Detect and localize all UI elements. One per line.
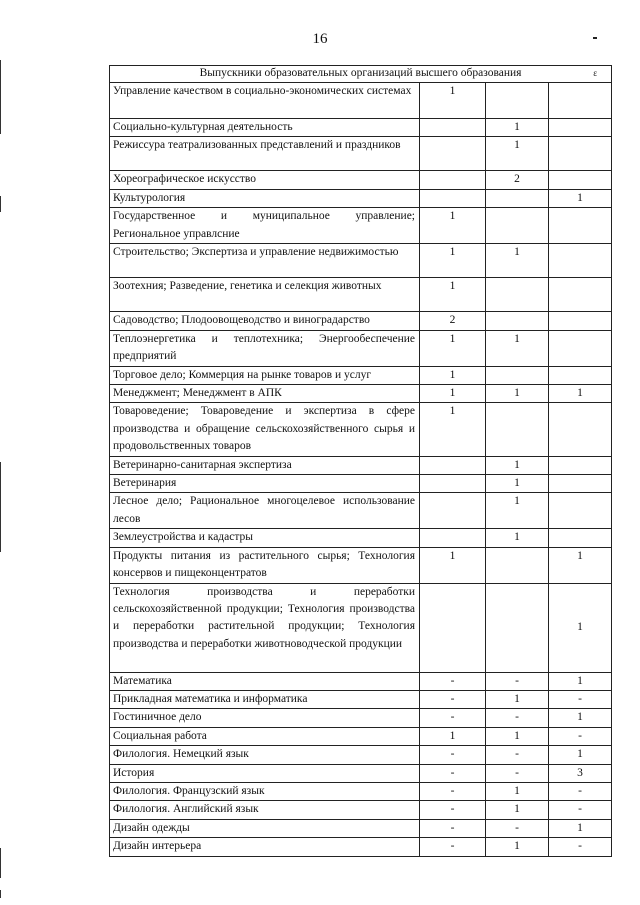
value-cell-col1: 1 <box>420 208 486 244</box>
table-row <box>110 208 612 244</box>
value-cell-col2 <box>486 583 549 672</box>
value-cell-col3 <box>549 208 612 244</box>
value-cell-col2 <box>486 83 549 119</box>
value-cell-col2: - <box>486 709 549 727</box>
value-cell-col2: - <box>486 746 549 764</box>
value-cell-col1 <box>420 137 486 171</box>
row-label: Лесное дело; Рациональное многоцелевое использование лесов <box>110 493 420 529</box>
table-row <box>110 801 612 819</box>
value-cell-col2 <box>486 208 549 244</box>
value-cell-col1: 1 <box>420 83 486 119</box>
value-cell-col1 <box>420 171 486 189</box>
row-label: Культурология <box>110 189 420 207</box>
table-row <box>110 189 612 207</box>
row-label: Государственное и муниципальное управление; Региональное управлсние <box>110 208 420 244</box>
row-label: Технология производства и переработки сельскохозяйственной продукции; Технология производства и переработки растительной продукции; Технология производства и переработки животноводческой продукции <box>110 583 420 672</box>
value-cell-col2: 1 <box>486 529 549 547</box>
value-cell-col3 <box>549 493 612 529</box>
table-row <box>110 529 612 547</box>
table-row <box>110 746 612 764</box>
value-cell-col1: - <box>420 764 486 782</box>
table-row <box>110 838 612 856</box>
value-cell-col1: - <box>420 801 486 819</box>
value-cell-col3: 3 <box>549 764 612 782</box>
value-cell-col1 <box>420 119 486 137</box>
value-cell-col1: - <box>420 672 486 690</box>
row-label: Режиссура театрализованных представлений и праздников <box>110 137 420 171</box>
table-row <box>110 278 612 312</box>
table-row <box>110 456 612 474</box>
header-mark: ε <box>593 68 598 78</box>
table-body <box>110 66 612 857</box>
value-cell-col1 <box>420 189 486 207</box>
value-cell-col2: 1 <box>486 475 549 493</box>
table-row <box>110 493 612 529</box>
value-cell-col3: 1 <box>549 709 612 727</box>
value-cell-col1 <box>420 475 486 493</box>
value-cell-col2 <box>486 547 549 583</box>
table-row <box>110 819 612 837</box>
value-cell-col1: 1 <box>420 385 486 403</box>
table-row <box>110 171 612 189</box>
table-row <box>110 312 612 330</box>
value-cell-col2: - <box>486 819 549 837</box>
value-cell-col2: 1 <box>486 244 549 278</box>
left-margin-mark <box>0 196 1 212</box>
value-cell-col2 <box>486 278 549 312</box>
value-cell-col3: 1 <box>549 547 612 583</box>
row-label: Теплоэнергетика и теплотехника; Энергообеспечение предприятий <box>110 330 420 366</box>
value-cell-col3: - <box>549 782 612 800</box>
value-cell-col2: 1 <box>486 119 549 137</box>
value-cell-col3 <box>549 244 612 278</box>
value-cell-col1: - <box>420 746 486 764</box>
value-cell-col2: 1 <box>486 330 549 366</box>
value-cell-col1: - <box>420 709 486 727</box>
value-cell-col3: - <box>549 690 612 708</box>
row-label: Зоотехния; Разведение, генетика и селекция животных <box>110 278 420 312</box>
value-cell-col2 <box>486 366 549 384</box>
table-row <box>110 583 612 672</box>
left-margin-mark <box>0 848 1 878</box>
row-label: Садоводство; Плодоовощеводство и виноградарство <box>110 312 420 330</box>
corner-mark <box>593 37 597 39</box>
value-cell-col2: 1 <box>486 456 549 474</box>
value-cell-col3 <box>549 366 612 384</box>
row-label: Филология. Немецкий язык <box>110 746 420 764</box>
value-cell-col3 <box>549 137 612 171</box>
left-margin-mark <box>0 890 1 898</box>
value-cell-col3 <box>549 330 612 366</box>
table-row <box>110 83 612 119</box>
table-row <box>110 330 612 366</box>
row-label: Ветеринария <box>110 475 420 493</box>
table-row <box>110 137 612 171</box>
table-row <box>110 709 612 727</box>
value-cell-col2: 1 <box>486 137 549 171</box>
table-row <box>110 727 612 745</box>
table-row <box>110 366 612 384</box>
value-cell-col1: - <box>420 838 486 856</box>
row-label: Хореографическое искусство <box>110 171 420 189</box>
value-cell-col1: 1 <box>420 278 486 312</box>
row-label: Продукты питания из растительного сырья; Технология консервов и пищеконцентратов <box>110 547 420 583</box>
row-label: Дизайн интерьера <box>110 838 420 856</box>
row-label: Прикладная математика и информатика <box>110 690 420 708</box>
value-cell-col3: 1 <box>549 672 612 690</box>
graduates-table <box>109 65 612 857</box>
value-cell-col3: - <box>549 727 612 745</box>
value-cell-col2 <box>486 403 549 456</box>
table-row <box>110 403 612 456</box>
table-header-row <box>110 66 612 83</box>
row-label: Филология. Английский язык <box>110 801 420 819</box>
row-label: Социально-культурная деятельность <box>110 119 420 137</box>
row-label: История <box>110 764 420 782</box>
value-cell-col3 <box>549 119 612 137</box>
value-cell-col3 <box>549 529 612 547</box>
value-cell-col3 <box>549 456 612 474</box>
table-row <box>110 475 612 493</box>
left-margin-mark <box>0 462 1 552</box>
value-cell-col2: 1 <box>486 493 549 529</box>
row-label: Дизайн одежды <box>110 819 420 837</box>
value-cell-col1: - <box>420 819 486 837</box>
value-cell-col2: 1 <box>486 727 549 745</box>
value-cell-col1: - <box>420 782 486 800</box>
value-cell-col3 <box>549 83 612 119</box>
table-row <box>110 385 612 403</box>
value-cell-col2: 2 <box>486 171 549 189</box>
value-cell-col3: - <box>549 801 612 819</box>
value-cell-col1: 2 <box>420 312 486 330</box>
table-row <box>110 547 612 583</box>
table-row <box>110 672 612 690</box>
table-row <box>110 690 612 708</box>
value-cell-col3: 1 <box>549 746 612 764</box>
row-label: Землеустройства и кадастры <box>110 529 420 547</box>
value-cell-col2: 1 <box>486 690 549 708</box>
left-margin-mark <box>0 60 1 134</box>
value-cell-col3 <box>549 278 612 312</box>
row-label: Товароведение; Товароведение и экспертиза в сфере производства и обращение сельскохозяйственного сырья и продовольственных товаров <box>110 403 420 456</box>
value-cell-col3 <box>549 171 612 189</box>
value-cell-col2: 1 <box>486 838 549 856</box>
table-row <box>110 119 612 137</box>
table-row <box>110 764 612 782</box>
value-cell-col3: 1 <box>549 385 612 403</box>
value-cell-col2 <box>486 312 549 330</box>
value-cell-col3 <box>549 403 612 456</box>
value-cell-col1: - <box>420 690 486 708</box>
value-cell-col1: 1 <box>420 244 486 278</box>
value-cell-col1: 1 <box>420 330 486 366</box>
value-cell-col3: 1 <box>549 583 612 672</box>
table-row <box>110 244 612 278</box>
row-label: Строительство; Экспертиза и управление недвижимостью <box>110 244 420 278</box>
row-label: Торговое дело; Коммерция на рынке товаров и услуг <box>110 366 420 384</box>
value-cell-col2: - <box>486 764 549 782</box>
row-label: Социальная работа <box>110 727 420 745</box>
value-cell-col2: 1 <box>486 385 549 403</box>
page-number: 16 <box>312 31 328 47</box>
value-cell-col3 <box>549 475 612 493</box>
table-header-title: Выпускники образовательных организаций высшего образования <box>199 67 522 79</box>
table-row <box>110 782 612 800</box>
value-cell-col1: 1 <box>420 547 486 583</box>
value-cell-col2: 1 <box>486 801 549 819</box>
value-cell-col2: 1 <box>486 782 549 800</box>
value-cell-col1: 1 <box>420 366 486 384</box>
value-cell-col3 <box>549 312 612 330</box>
value-cell-col1 <box>420 583 486 672</box>
value-cell-col1 <box>420 456 486 474</box>
value-cell-col1 <box>420 529 486 547</box>
row-label: Ветеринарно-санитарная экспертиза <box>110 456 420 474</box>
value-cell-col3: 1 <box>549 189 612 207</box>
value-cell-col3: 1 <box>549 819 612 837</box>
row-label: Менеджмент; Менеджмент в АПК <box>110 385 420 403</box>
value-cell-col1: 1 <box>420 403 486 456</box>
row-label: Математика <box>110 672 420 690</box>
row-label: Гостиничное дело <box>110 709 420 727</box>
value-cell-col1: 1 <box>420 727 486 745</box>
row-label: Филология. Французский язык <box>110 782 420 800</box>
value-cell-col1 <box>420 493 486 529</box>
value-cell-col2 <box>486 189 549 207</box>
value-cell-col2: - <box>486 672 549 690</box>
row-label: Управление качеством в социально-экономических системах <box>110 83 420 119</box>
table-header-cell <box>110 66 612 83</box>
value-cell-col3: - <box>549 838 612 856</box>
